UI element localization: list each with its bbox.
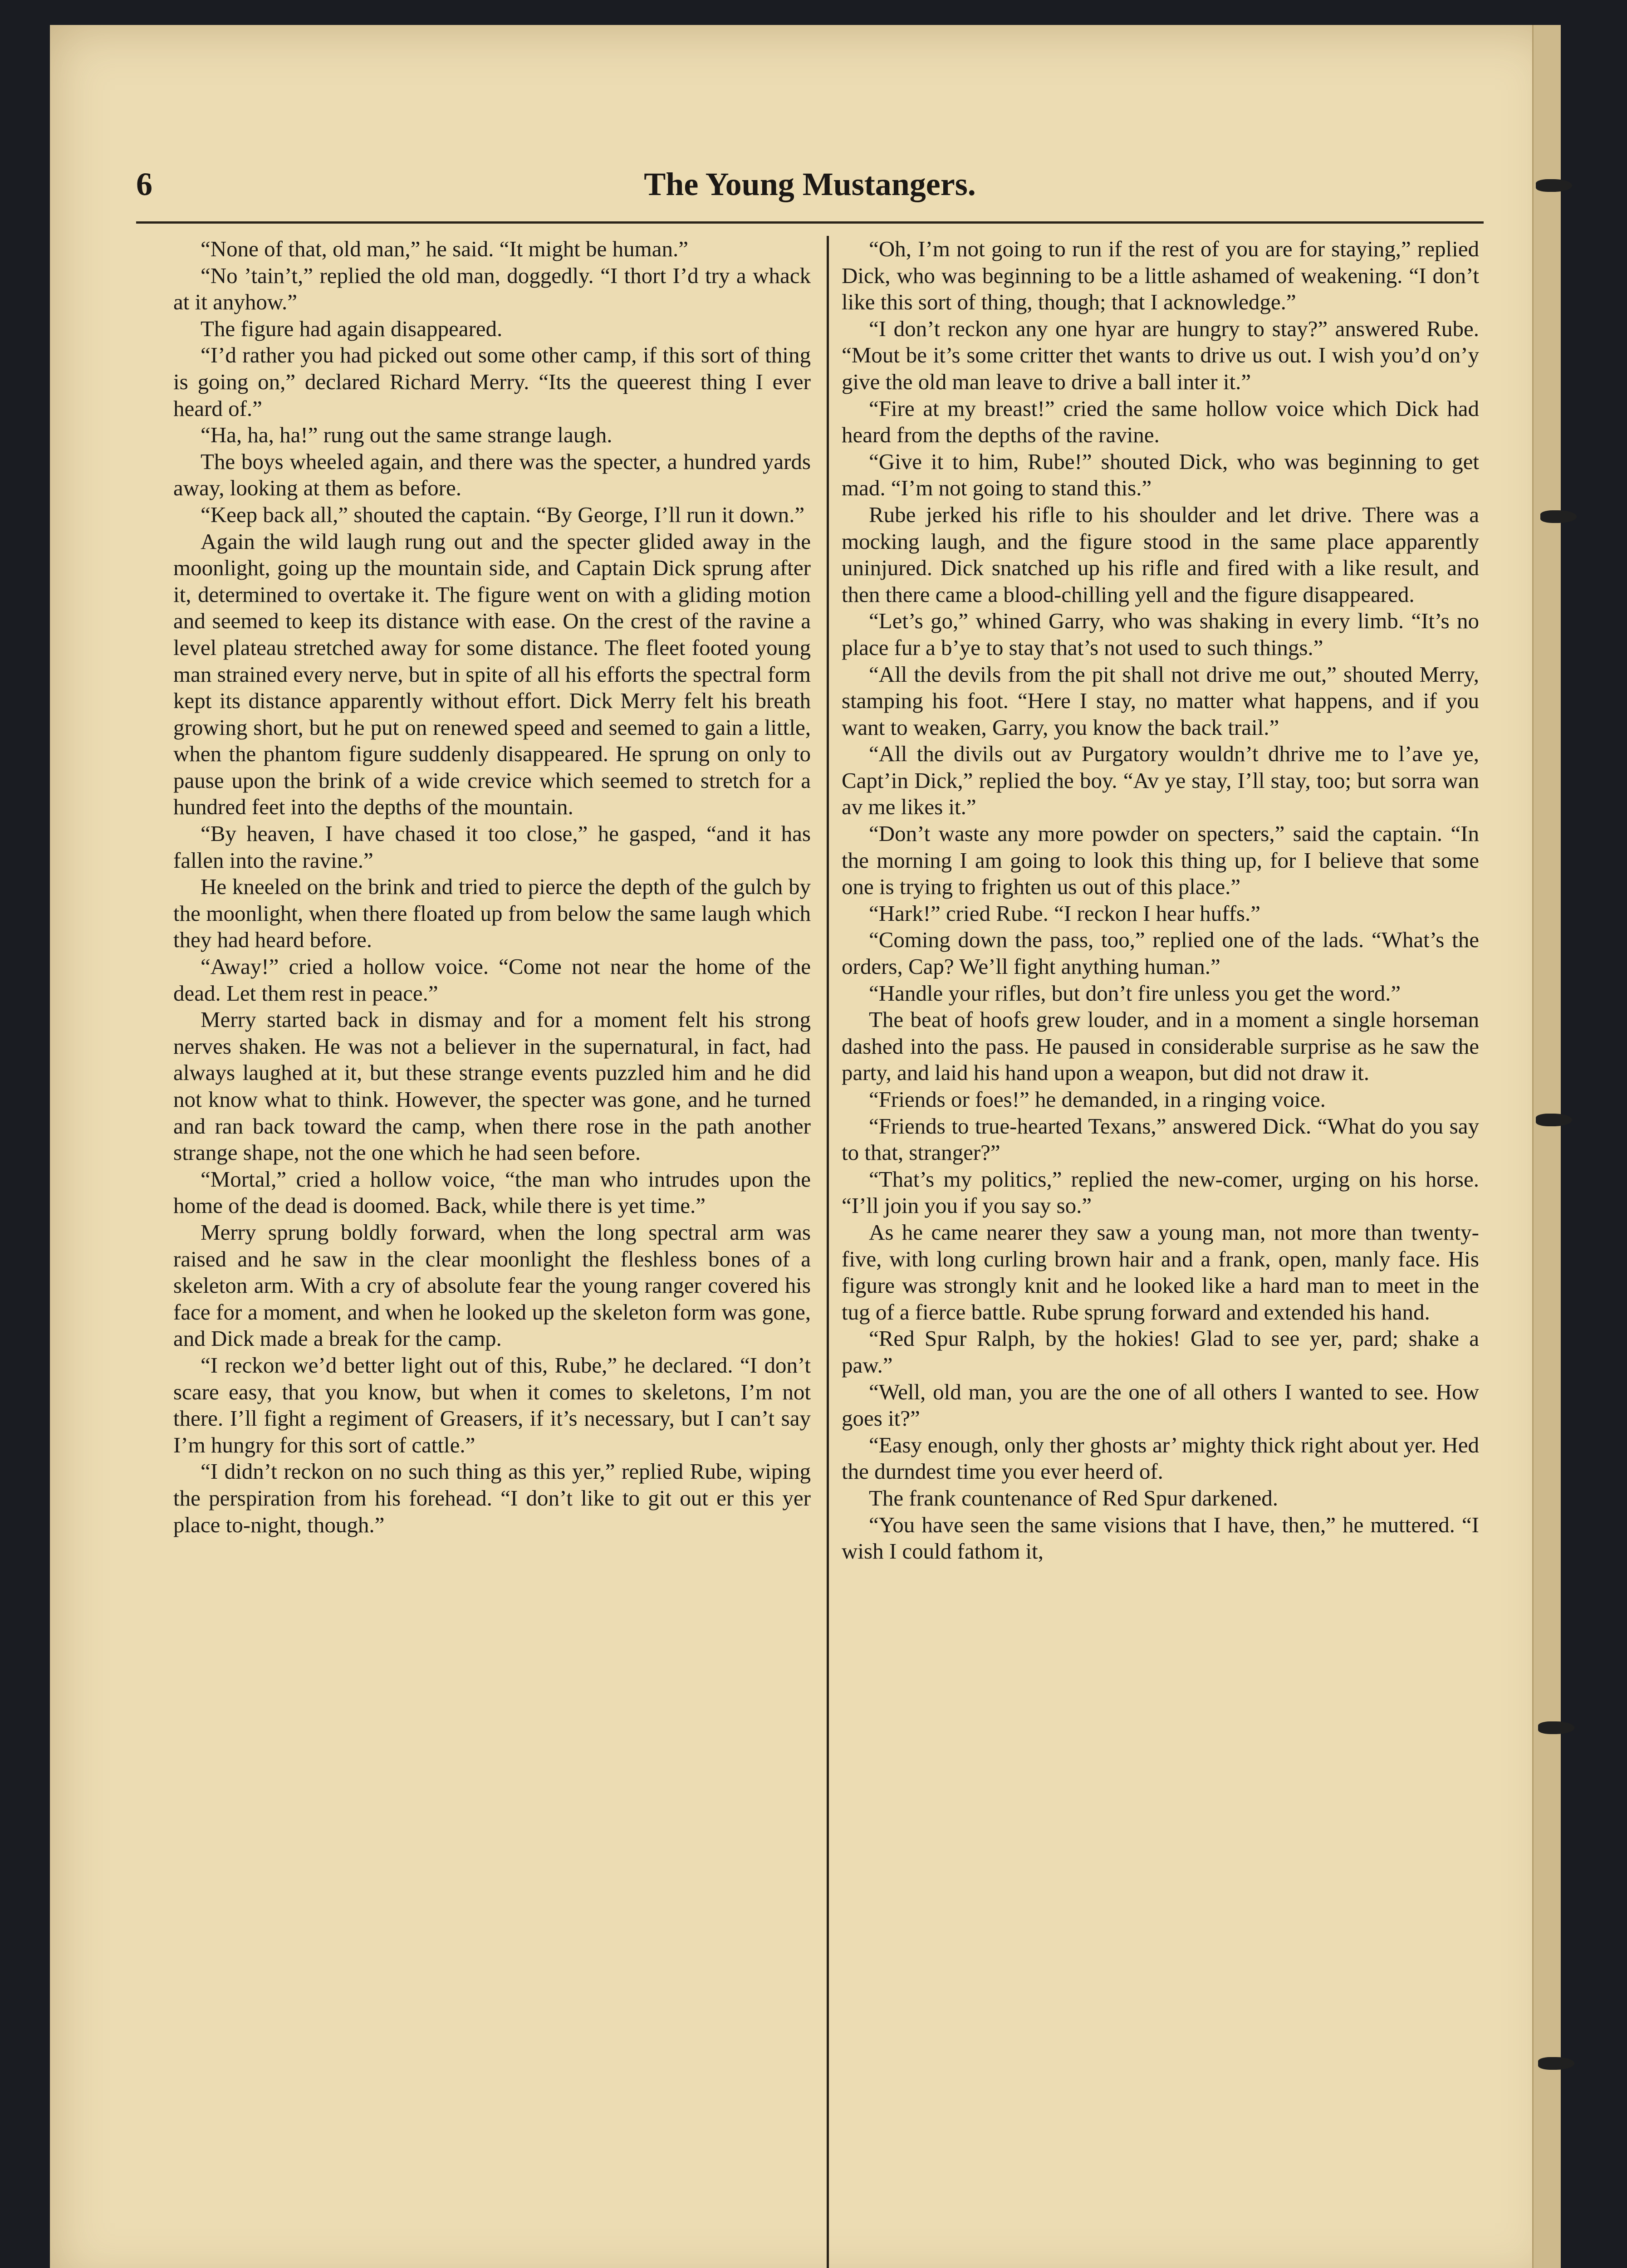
page-binding-edge: [1532, 25, 1561, 2268]
binding-stitch: [1536, 1114, 1572, 1126]
paragraph: “All the divils out av Purgatory wouldn’t dhrive me to l’ave ye, Capt’in Dick,” replied the boy. “Av ye stay, I’ll stay, too; but sorra wan av me likes it.”: [842, 741, 1479, 820]
paragraph: He kneeled on the brink and tried to pierce the depth of the gulch by the moonlight, when there floated up from below the same laugh which they had heard before.: [173, 874, 811, 953]
paragraph: “Ha, ha, ha!” rung out the same strange laugh.: [201, 422, 613, 448]
paragraph: Merry started back in dismay and for a moment felt his strong nerves shaken. He was not a believer in the supernatural, in fact, had always laughed at it, but these strange events puzzled him and he did not know what to think. However, the specter was gone, and he turned and ran back toward the camp, when there rose in the path another strange shape, not the one which he had seen before.: [173, 1007, 811, 1165]
paragraph: “Away!” cried a hollow voice. “Come not near the home of the dead. Let them rest in peace.”: [173, 954, 811, 1006]
left-column: [173, 236, 811, 2268]
paragraph: “Oh, I’m not going to run if the rest of you are for staying,” replied Dick, who was beginning to be a little ashamed of weakening. “I don’t like this sort of thing, though; that I acknowledge.”: [842, 236, 1479, 315]
paragraph: “I’d rather you had picked out some other camp, if this sort of thing is going on,” declared Richard Merry. “Its the queerest thing I ever heard of.”: [173, 342, 811, 421]
paragraph: “Let’s go,” whined Garry, who was shaking in every limb. “It’s no place fur a b’ye to stay that’s not used to such things.”: [842, 608, 1479, 660]
header-rule: [136, 221, 1484, 224]
paragraph: The frank countenance of Red Spur darkened.: [869, 1485, 1279, 1510]
page-header: [136, 166, 1484, 215]
paragraph: “Coming down the pass, too,” replied one of the lads. “What’s the orders, Cap? We’ll fight anything human.”: [842, 927, 1479, 979]
paragraph: The figure had again disappeared.: [201, 316, 503, 341]
paragraph: As he came nearer they saw a young man, not more than twenty-five, with long curling brown hair and a frank, open, manly face. His figure was strongly knit and he looked like a hard man to meet in the tug of a fierce battle. Rube sprung forward and extended his hand.: [842, 1219, 1479, 1325]
paragraph: “Keep back all,” shouted the captain. “By George, I’ll run it down.”: [201, 502, 805, 527]
paragraph: “By heaven, I have chased it too close,” he gasped, “and it has fallen into the ravine.”: [173, 821, 811, 873]
paragraph: “You have seen the same visions that I have, then,” he muttered. “I wish I could fathom it,: [842, 1512, 1479, 1564]
paragraph: “Don’t waste any more powder on specters,” said the captain. “In the morning I am going to look this thing up, for I believe that some one is trying to frighten us out of this place.”: [842, 821, 1479, 899]
paragraph: “I don’t reckon any one hyar are hungry to stay?” answered Rube. “Mout be it’s some critter thet wants to drive us out. I wish you’d on’y give the old man leave to drive a ball inter it.”: [842, 316, 1479, 394]
paragraph: “Easy enough, only ther ghosts ar’ mighty thick right about yer. Hed the durndest time you ever heerd of.: [842, 1432, 1479, 1484]
paragraph: “Give it to him, Rube!” shouted Dick, who was beginning to get mad. “I’m not going to stand this.”: [842, 449, 1479, 501]
paragraph: Rube jerked his rifle to his shoulder and let drive. There was a mocking laugh, and the figure stood in the same place apparently uninjured. Dick snatched up his rifle and fired with a like result, and then there came a blood-chilling yell and the figure disappeared.: [842, 502, 1479, 607]
column-divider: [827, 236, 829, 2268]
paragraph: “I didn’t reckon on no such thing as this yer,” replied Rube, wiping the perspiration from his forehead. “I don’t like to git out er this yer place to-night, though.”: [173, 1459, 811, 1537]
paragraph: Again the wild laugh rung out and the specter glided away in the moonlight, going up the mountain side, and Captain Dick sprung after it, determined to overtake it. The figure went on with a gliding motion and seemed to keep its distance with ease. On the crest of the ravine a level plateau stretched away for some distance. The fleet footed young man strained every nerve, but in spite of all his efforts the spectral form kept its distance apparently without effort. Dick Merry felt his breath growing short, but he put on renewed speed and seemed to gain a little, when the phantom figure suddenly disappeared. He sprung on only to pause upon the brink of a wide crevice which seemed to stretch for a hundred feet into the depths of the mountain.: [173, 528, 811, 820]
binding-stitch: [1536, 179, 1572, 192]
paragraph: “I reckon we’d better light out of this, Rube,” he declared. “I don’t scare easy, that you know, but when it comes to skeletons, I’m not there. I’ll fight a regiment of Greasers, if it’s necessary, but I can’t say I’m hungry for this sort of cattle.”: [173, 1352, 811, 1457]
paragraph: “That’s my politics,” replied the new-comer, urging on his horse. “I’ll join you if you say so.”: [842, 1166, 1479, 1218]
binding-stitch: [1538, 2057, 1574, 2070]
paragraph: Merry sprung boldly forward, when the long spectral arm was raised and he saw in the clear moonlight the fleshless bones of a skeleton arm. With a cry of absolute fear the young ranger covered his face for a moment, and when he looked up the skeleton form was gone, and Dick made a break for the camp.: [173, 1219, 811, 1351]
paragraph: “Friends or foes!” he demanded, in a ringing voice.: [869, 1087, 1326, 1112]
paragraph: “Friends to true-hearted Texans,” answered Dick. “What do you say to that, stranger?”: [842, 1113, 1479, 1165]
page-number: 6: [136, 166, 152, 202]
paragraph: “Mortal,” cried a hollow voice, “the man who intrudes upon the home of the dead is doomed. Back, while there is yet time.”: [173, 1166, 811, 1218]
paragraph: “All the devils from the pit shall not drive me out,” shouted Merry, stamping his foot. “Here I stay, no matter what happens, and if you want to weaken, Garry, you know the back trail.”: [842, 661, 1479, 740]
binding-stitch: [1538, 1721, 1574, 1734]
paragraph: “Fire at my breast!” cried the same hollow voice which Dick had heard from the depths of the ravine.: [842, 396, 1479, 448]
running-title: The Young Mustangers.: [644, 166, 976, 202]
paragraph: The boys wheeled again, and there was the specter, a hundred yards away, looking at them as before.: [173, 449, 811, 501]
right-column: [842, 236, 1479, 2268]
paragraph: “Red Spur Ralph, by the hokies! Glad to see yer, pard; shake a paw.”: [842, 1326, 1479, 1378]
paragraph: “None of that, old man,” he said. “It might be human.”: [201, 236, 688, 261]
paragraph: “No ’tain’t,” replied the old man, doggedly. “I thort I’d try a whack at it anyhow.”: [173, 263, 811, 315]
paragraph: The beat of hoofs grew louder, and in a moment a single horseman dashed into the pass. He paused in considerable surprise as he saw the party, and laid his hand upon a weapon, but did not draw it.: [842, 1007, 1479, 1085]
paragraph: “Hark!” cried Rube. “I reckon I hear huffs.”: [869, 900, 1260, 926]
paragraph: “Well, old man, you are the one of all others I wanted to see. How goes it?”: [842, 1379, 1479, 1431]
binding-stitch: [1540, 510, 1577, 523]
paragraph: “Handle your rifles, but don’t fire unless you get the word.”: [869, 980, 1401, 1006]
